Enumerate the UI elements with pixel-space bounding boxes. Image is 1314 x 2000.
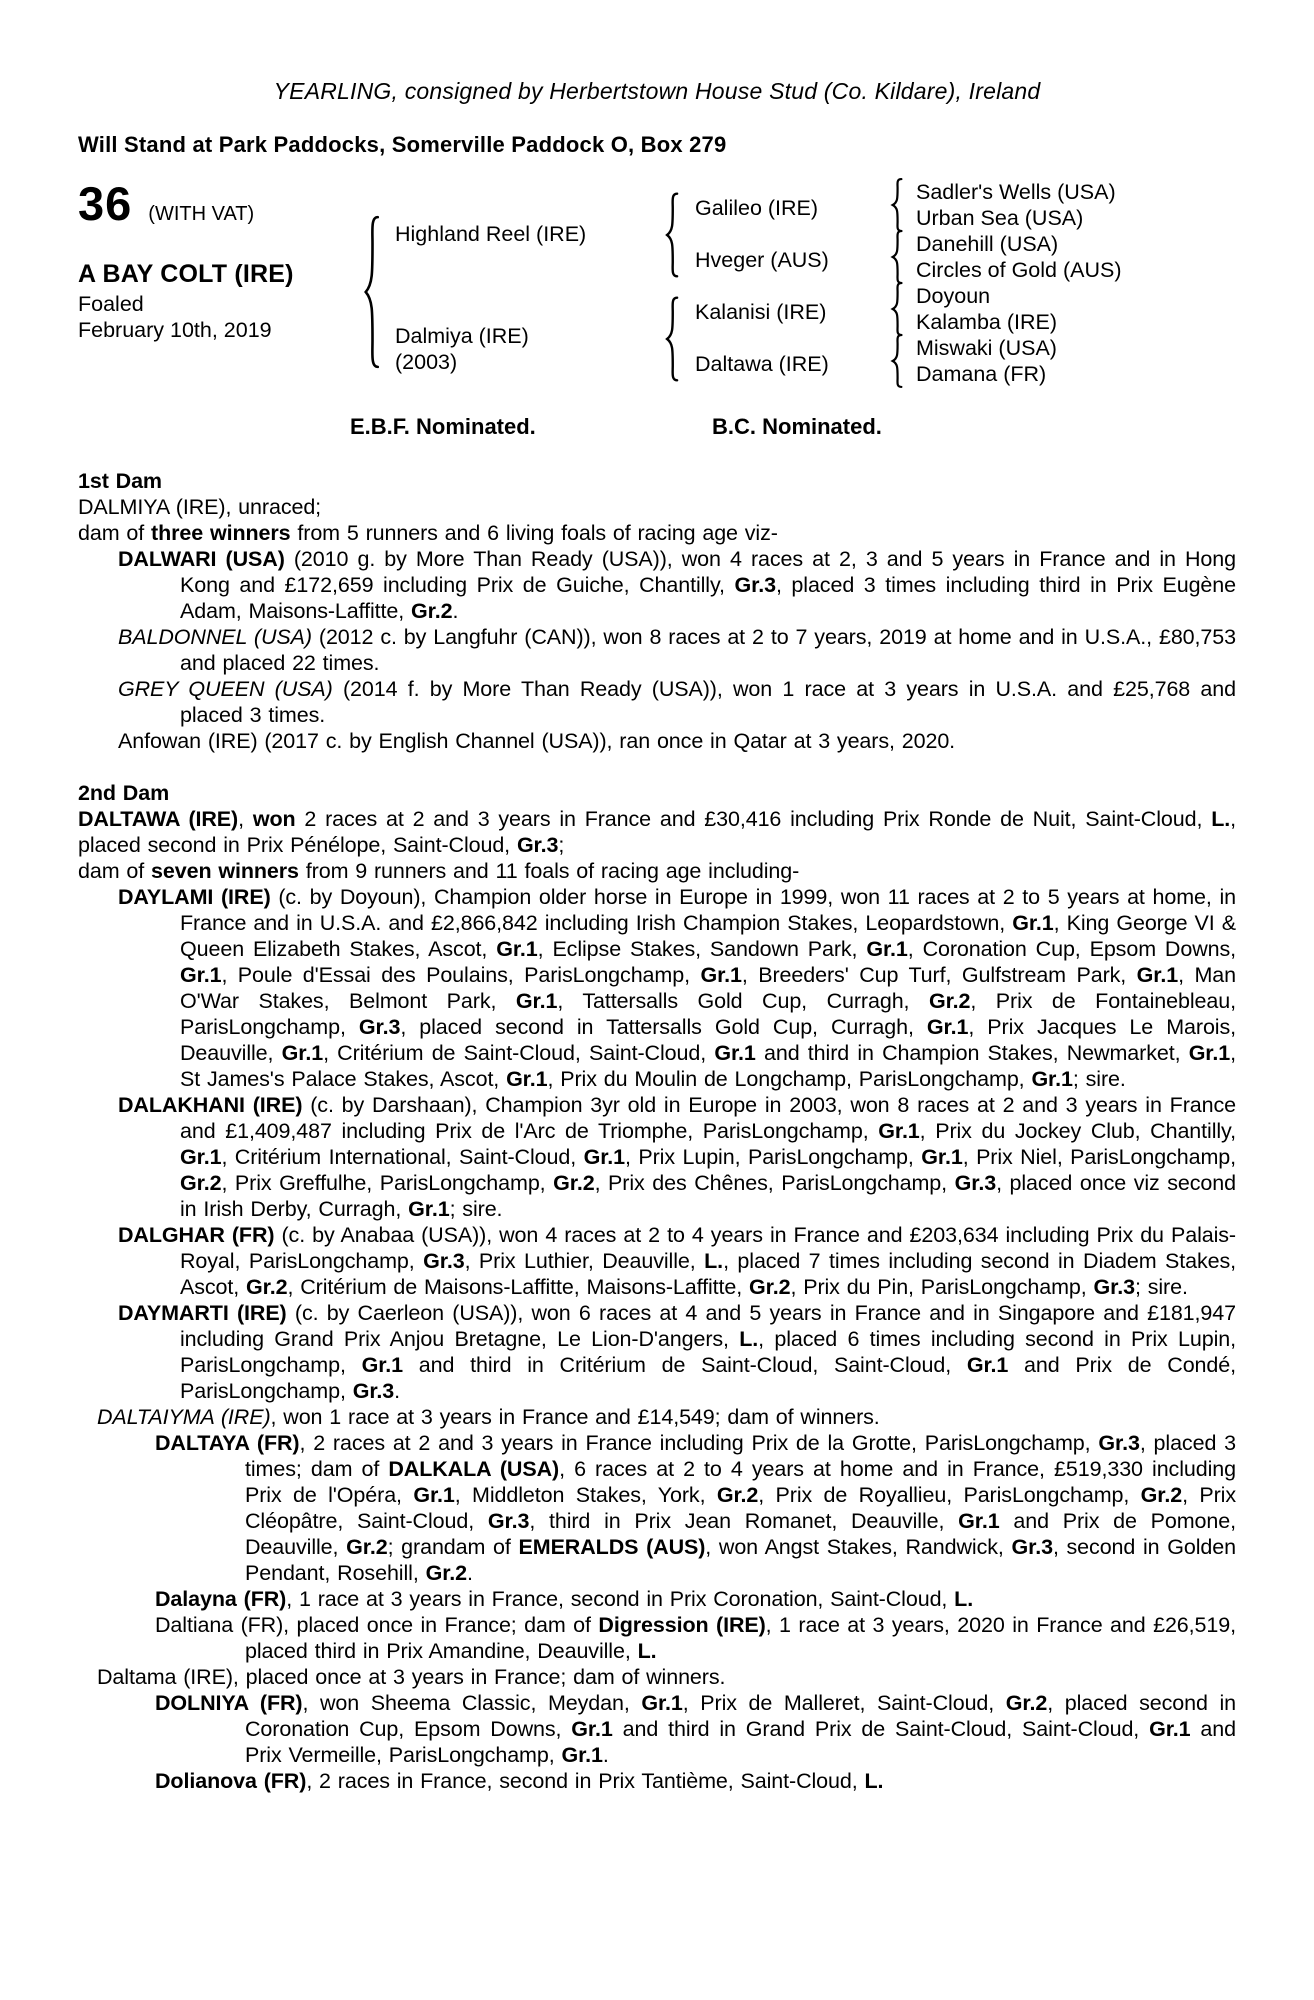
pedigree-dam: Dalmiya (IRE) — [395, 324, 529, 348]
produce-paragraph — [78, 1586, 1236, 1612]
pedigree-gen3-name: Urban Sea (USA) — [916, 206, 1084, 230]
pedigree-brace-gen2-sire — [664, 192, 679, 278]
produce-paragraph — [78, 1404, 1236, 1430]
text-run: DALAKHANI (IRE) — [118, 1093, 303, 1117]
text-run: . — [394, 1379, 401, 1403]
produce-paragraph — [78, 676, 1236, 728]
produce-paragraph — [78, 1690, 1236, 1768]
text-run: , 2 races in France, second in Prix Tantième, Saint-Cloud, — [306, 1769, 865, 1793]
text-run: , Prix du Moulin de Longchamp, ParisLongchamp, — [547, 1067, 1032, 1091]
pedigree-brace-gen3 — [890, 230, 903, 284]
text-run: Gr.2 — [425, 1561, 468, 1585]
section-heading: 2nd Dam — [78, 781, 170, 805]
text-run: L. — [637, 1639, 657, 1663]
text-run: Daltama (IRE), placed once at 3 years in France; dam of winners. — [97, 1665, 726, 1689]
text-run: Gr.1 — [866, 937, 908, 961]
text-run: , Prix du Jockey Club, Chantilly, — [919, 1119, 1236, 1143]
text-run: Daltiana (FR), placed once in France; dam of — [155, 1613, 599, 1637]
text-run: Gr.3 — [358, 1015, 401, 1039]
text-run: , Prix Greffulhe, ParisLongchamp, — [221, 1171, 554, 1195]
text-run: (2010 g. by More Than Ready (USA)), won 4 races at 2, 3 and 5 years in France and in Hong Kong and £172,659 including Prix de Guiche, Chantilly, — [180, 547, 1236, 597]
text-run: Gr.2 — [346, 1535, 388, 1559]
produce-paragraph — [78, 546, 1236, 624]
text-run: dam of — [78, 859, 152, 883]
pedigree-gen3-name: Damana (FR) — [916, 362, 1047, 386]
pedigree-sire: Highland Reel (IRE) — [395, 222, 587, 246]
text-run: Gr.1 — [966, 1353, 1009, 1377]
produce-paragraph — [78, 1664, 1236, 1690]
text-run: (c. by Anabaa (USA)), won 4 races at 2 to 4 years in France and £203,634 including Prix du Palais-Royal, ParisLongchamp, — [180, 1223, 1236, 1273]
pedigree-brace-gen3 — [890, 178, 903, 232]
produce-paragraph — [78, 494, 1236, 520]
text-run: . — [467, 1561, 473, 1585]
text-run: and Prix de Pomone, Deauville, — [245, 1509, 1236, 1559]
text-run: ; sire. — [449, 1197, 503, 1221]
text-run: DALWARI (USA) — [118, 547, 285, 571]
text-run: , 6 races at 2 to 4 years at home and in France, £519,330 including Prix de l'Opéra, — [245, 1457, 1236, 1507]
text-run: Gr.1 — [1188, 1041, 1231, 1065]
text-run: BALDONNEL (USA) — [118, 625, 312, 649]
text-run: , Prix Luthier, Deauville, — [464, 1249, 705, 1273]
text-run: Gr.3 — [352, 1379, 395, 1403]
text-run: . — [452, 599, 459, 623]
text-run: Gr.2 — [716, 1483, 759, 1507]
produce-paragraph — [78, 728, 1236, 754]
pedigree-gen3-name: Circles of Gold (AUS) — [916, 258, 1122, 282]
text-run: , — [238, 807, 253, 831]
text-run: Gr.1 — [408, 1197, 450, 1221]
text-run: , Prix de Fontainebleau, ParisLongchamp, — [180, 989, 1237, 1039]
text-run: Gr.2 — [246, 1275, 288, 1299]
text-run: GREY QUEEN (USA) — [118, 677, 333, 701]
text-run: DALTAYA (FR) — [155, 1431, 300, 1455]
text-run: Gr.3 — [954, 1171, 997, 1195]
text-run: Gr.1 — [515, 989, 558, 1013]
text-run: seven winners — [151, 859, 299, 883]
text-run: DALKALA (USA) — [388, 1457, 560, 1481]
text-run: Gr.3 — [423, 1249, 465, 1273]
text-run: , Critérium de Maisons-Laffitte, Maisons-Laffitte, — [287, 1275, 750, 1299]
text-run: Gr.1 — [180, 963, 222, 987]
pedigree-brace-gen1 — [362, 214, 380, 370]
text-run: , 1 race at 3 years, 2020 in France and £26,519, placed third in Prix Amandine, Deauville, — [245, 1613, 1236, 1663]
text-run: Gr.3 — [1098, 1431, 1140, 1455]
pedigree-brace-gen2-dam — [664, 296, 679, 382]
text-run: , placed second in Tattersalls Gold Cup, Curragh, — [400, 1015, 927, 1039]
text-run: Gr.2 — [928, 989, 971, 1013]
text-run: Dolianova (FR) — [155, 1769, 307, 1793]
text-run: and third in Critérium de Saint-Cloud, Saint-Cloud, — [403, 1353, 967, 1377]
text-run: Gr.3 — [1011, 1535, 1053, 1559]
foaled-date: February 10th, 2019 — [78, 318, 272, 342]
stand-location-line: Will Stand at Park Paddocks, Somerville Paddock O, Box 279 — [78, 132, 727, 157]
text-run: Gr.1 — [958, 1509, 1000, 1533]
text-run: , placed second in Prix Pénélope, Saint-Cloud, — [78, 807, 1236, 857]
text-run: Gr.1 — [571, 1717, 613, 1741]
text-run: . — [602, 1743, 609, 1767]
text-run: , placed 7 times including second in Diadem Stakes, Ascot, — [180, 1249, 1236, 1299]
pedigree-gen2-name: Galileo (IRE) — [695, 196, 819, 220]
text-run: DALTAWA (IRE) — [78, 807, 239, 831]
text-run: , Prix des Chênes, ParisLongchamp, — [594, 1171, 955, 1195]
text-run: , placed 3 times; dam of — [245, 1431, 1236, 1481]
text-run: Gr.2 — [749, 1275, 791, 1299]
consignor-line: YEARLING, consigned by Herbertstown House Stud (Co. Kildare), Ireland — [273, 78, 1041, 104]
pedigree-block — [78, 164, 1236, 452]
text-run: from 9 runners and 11 foals of racing age including- — [298, 859, 800, 883]
text-run: and third in Grand Prix de Saint-Cloud, Saint-Cloud, — [612, 1717, 1150, 1741]
text-run: ; sire. — [1072, 1067, 1126, 1091]
produce-record — [78, 468, 1236, 1794]
text-run: Gr.1 — [714, 1041, 756, 1065]
text-run: , placed once viz second in Irish Derby, Curragh, — [180, 1171, 1236, 1221]
text-run: Gr.3 — [487, 1509, 530, 1533]
text-run: DAYLAMI (IRE) — [118, 885, 271, 909]
produce-paragraph — [78, 1092, 1236, 1222]
text-run: , Breeders' Cup Turf, Gulfstream Park, — [741, 963, 1137, 987]
bc-nominated-label: B.C. Nominated. — [712, 414, 882, 439]
vat-note: (WITH VAT) — [148, 203, 255, 225]
text-run: Gr.1 — [1031, 1067, 1073, 1091]
lot-number: 36 — [78, 177, 133, 230]
text-run: (c. by Caerleon (USA)), won 6 races at 4 and 5 years in France and in Singapore and £181,947 including Grand Prix Anjou Bretagne, Le Lion-D'angers, — [180, 1301, 1236, 1351]
text-run: L. — [739, 1327, 759, 1351]
text-run: , Critérium de Saint-Cloud, Saint-Cloud, — [323, 1041, 715, 1065]
text-run: , Eclipse Stakes, Sandown Park, — [537, 937, 867, 961]
text-run: ; — [558, 833, 565, 857]
text-run: , won 1 race at 3 years in France and £14,549; dam of winners. — [270, 1405, 880, 1429]
text-run: ; grandam of — [387, 1535, 519, 1559]
text-run: Gr.1 — [281, 1041, 324, 1065]
pedigree-gen2-name: Daltawa (IRE) — [695, 352, 829, 376]
text-run: , Prix Lupin, ParisLongchamp, — [625, 1145, 922, 1169]
text-run: Gr.3 — [734, 573, 776, 597]
text-run: , Critérium International, Saint-Cloud, — [221, 1145, 584, 1169]
text-run: Gr.1 — [561, 1743, 603, 1767]
text-run: , Prix du Pin, ParisLongchamp, — [790, 1275, 1094, 1299]
text-run: Anfowan (IRE) (2017 c. by English Channel (USA)), ran once in Qatar at 3 years, 2020. — [118, 729, 956, 753]
text-run: , Prix Cléopâtre, Saint-Cloud, — [245, 1483, 1236, 1533]
text-run: Gr.1 — [496, 937, 538, 961]
pedigree-gen3-name: Sadler's Wells (USA) — [916, 180, 1116, 204]
text-run: DAYMARTI (IRE) — [118, 1301, 287, 1325]
ebf-nominated-label: E.B.F. Nominated. — [350, 414, 536, 439]
text-run: Gr.1 — [641, 1691, 683, 1715]
pedigree-gen3-name: Danehill (USA) — [916, 232, 1059, 256]
text-run: , Tattersalls Gold Cup, Curragh, — [557, 989, 929, 1013]
produce-paragraph — [78, 624, 1236, 676]
text-run: Gr.1 — [1136, 963, 1179, 987]
text-run: L. — [954, 1587, 974, 1611]
produce-paragraph — [78, 1430, 1236, 1586]
text-run: , placed 3 times including third in Prix Eugène Adam, Maisons-Laffitte, — [180, 573, 1236, 623]
text-run: Gr.3 — [516, 833, 559, 857]
text-run: , 2 races at 2 and 3 years in France including Prix de la Grotte, ParisLongchamp, — [299, 1431, 1099, 1455]
text-run: , Coronation Cup, Epsom Downs, — [907, 937, 1237, 961]
text-run: Gr.2 — [411, 599, 453, 623]
text-run: (c. by Darshaan), Champion 3yr old in Europe in 2003, won 8 races at 2 and 3 years in France and £1,409,487 including Prix de l'Arc de Triomphe, ParisLongchamp, — [180, 1093, 1236, 1143]
text-run: ; sire. — [1134, 1275, 1188, 1299]
text-run: won — [252, 807, 296, 831]
dam-section — [78, 468, 1236, 754]
text-run: 2 races at 2 and 3 years in France and £30,416 including Prix Ronde de Nuit, Saint-Cloud, — [295, 807, 1212, 831]
text-run: , Prix Niel, ParisLongchamp, — [962, 1145, 1236, 1169]
text-run: , third in Prix Jean Romanet, Deauville, — [529, 1509, 959, 1533]
text-run: , Prix de Royallieu, ParisLongchamp, — [758, 1483, 1141, 1507]
text-run: (c. by Doyoun), Champion older horse in Europe in 1999, won 11 races at 2 to 5 years at home, in France and in U.S.A. and £2,866,842 including Irish Champion Stakes, Leopardstown, — [180, 885, 1236, 935]
text-run: Gr.3 — [1093, 1275, 1135, 1299]
text-run: (2012 c. by Langfuhr (CAN)), won 8 races at 2 to 7 years, 2019 at home and in U.S.A., £80,753 and placed 22 times. — [180, 625, 1236, 675]
text-run: from 5 runners and 6 living foals of racing age viz- — [290, 521, 778, 545]
text-run: , placed second in Coronation Cup, Epsom Downs, — [245, 1691, 1236, 1741]
text-run: , Prix Jacques Le Marois, Deauville, — [180, 1015, 1236, 1065]
text-run: and Prix Vermeille, ParisLongchamp, — [245, 1717, 1236, 1767]
text-run: Gr.1 — [921, 1145, 963, 1169]
text-run: Gr.1 — [361, 1353, 404, 1377]
text-run: and third in Champion Stakes, Newmarket, — [755, 1041, 1189, 1065]
produce-paragraph — [78, 858, 1236, 884]
produce-paragraph — [78, 884, 1236, 1092]
pedigree-dam-year: (2003) — [395, 350, 458, 374]
text-run: Gr.1 — [506, 1067, 548, 1091]
text-run: , King George VI & Queen Elizabeth Stakes, Ascot, — [180, 911, 1236, 961]
text-run: , placed 6 times including second in Prix Lupin, ParisLongchamp, — [180, 1327, 1236, 1377]
section-heading: 1st Dam — [78, 469, 162, 493]
foaled-label: Foaled — [78, 292, 144, 316]
text-run: DALMIYA (IRE), unraced; — [78, 495, 322, 519]
text-run: Gr.1 — [583, 1145, 626, 1169]
text-run: dam of — [78, 521, 152, 545]
text-run: Gr.2 — [1140, 1483, 1183, 1507]
produce-paragraph — [78, 1768, 1236, 1794]
text-run: , Prix de Malleret, Saint-Cloud, — [682, 1691, 1006, 1715]
text-run: , 1 race at 3 years in France, second in Prix Coronation, Saint-Cloud, — [286, 1587, 955, 1611]
text-run: DALGHAR (FR) — [118, 1223, 275, 1247]
text-run: , won Sheema Classic, Meydan, — [302, 1691, 642, 1715]
text-run: Gr.2 — [1005, 1691, 1048, 1715]
text-run: Gr.1 — [926, 1015, 969, 1039]
text-run: , Man O'War Stakes, Belmont Park, — [180, 963, 1236, 1013]
pedigree-gen3-name: Doyoun — [916, 284, 991, 308]
text-run: Gr.1 — [413, 1483, 455, 1507]
text-run: Gr.2 — [180, 1171, 222, 1195]
produce-paragraph — [78, 806, 1236, 858]
produce-paragraph — [78, 1222, 1236, 1300]
text-run: Gr.1 — [1012, 911, 1054, 935]
dam-section — [78, 780, 1236, 1794]
text-run: , Poule d'Essai des Poulains, ParisLongchamp, — [221, 963, 701, 987]
text-run: (2014 f. by More Than Ready (USA)), won 1 race at 3 years in U.S.A. and £25,768 and placed 3 times. — [180, 677, 1236, 727]
text-run: Gr.1 — [180, 1145, 222, 1169]
text-run: , won Angst Stakes, Randwick, — [705, 1535, 1012, 1559]
pedigree-brace-gen3 — [890, 334, 903, 388]
text-run: three winners — [151, 521, 291, 545]
text-run: , St James's Palace Stakes, Ascot, — [180, 1041, 1236, 1091]
text-run: DALTAIYMA (IRE) — [97, 1405, 271, 1429]
produce-paragraph — [78, 520, 1236, 546]
pedigree-brace-gen3 — [890, 282, 903, 336]
text-run: Gr.2 — [553, 1171, 595, 1195]
pedigree-gen2-name: Kalanisi (IRE) — [695, 300, 827, 324]
produce-paragraph — [78, 1612, 1236, 1664]
text-run: L. — [864, 1769, 884, 1793]
text-run: , second in Golden Pendant, Rosehill, — [245, 1535, 1236, 1585]
text-run: DOLNIYA (FR) — [155, 1691, 303, 1715]
text-run: Gr.1 — [878, 1119, 920, 1143]
text-run: Digression (IRE) — [598, 1613, 766, 1637]
text-run: Dalayna (FR) — [155, 1587, 287, 1611]
produce-paragraph — [78, 1300, 1236, 1404]
text-run: EMERALDS (AUS) — [518, 1535, 706, 1559]
pedigree-gen3-name: Kalamba (IRE) — [916, 310, 1057, 334]
text-run: Gr.1 — [1149, 1717, 1191, 1741]
text-run: Gr.1 — [700, 963, 742, 987]
text-run: L. — [1211, 807, 1231, 831]
lot-header — [78, 176, 254, 231]
pedigree-gen3-name: Miswaki (USA) — [916, 336, 1057, 360]
colt-name: A BAY COLT (IRE) — [78, 260, 294, 288]
text-run: and Prix de Condé, ParisLongchamp, — [180, 1353, 1236, 1403]
pedigree-gen2-name: Hveger (AUS) — [695, 248, 829, 272]
text-run: , Middleton Stakes, York, — [454, 1483, 717, 1507]
text-run: L. — [704, 1249, 724, 1273]
